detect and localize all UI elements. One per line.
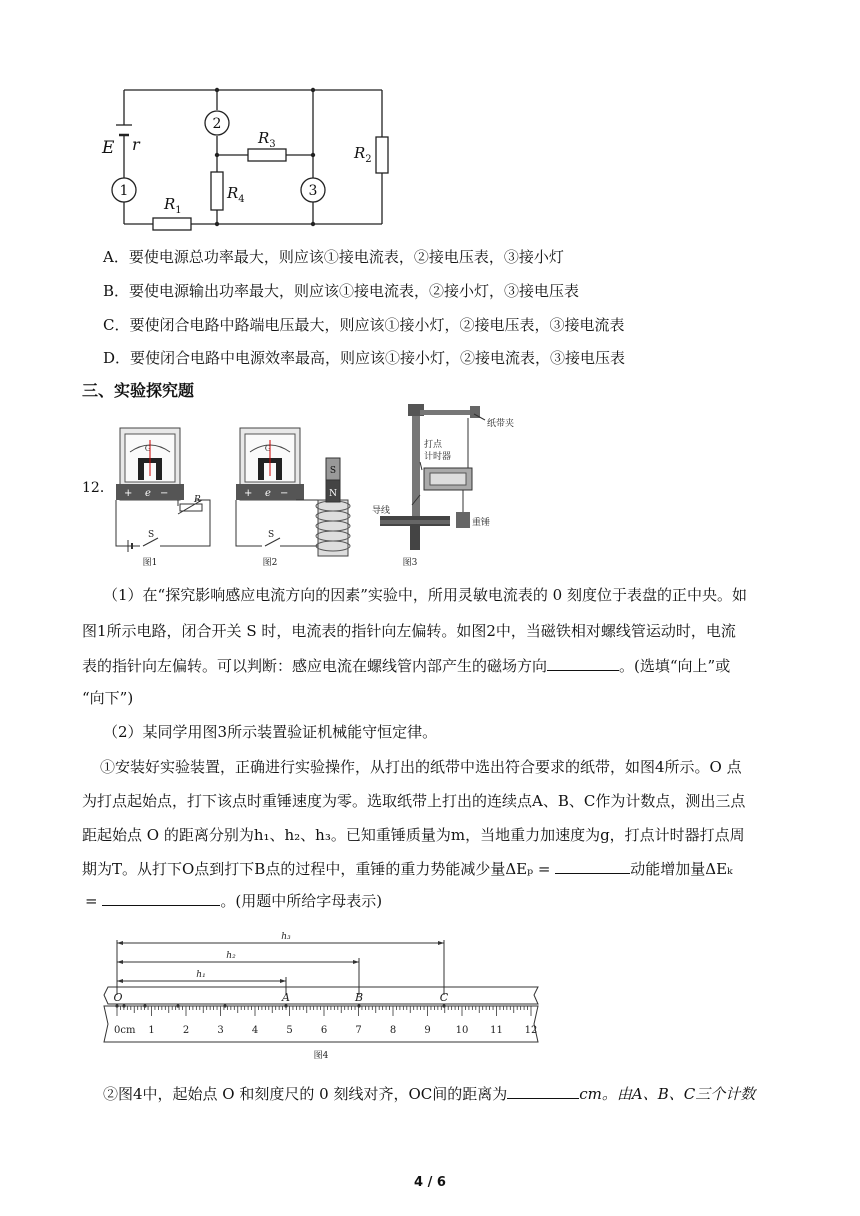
- circuit-diagram: [95, 80, 395, 235]
- svg-text:h₂: h₂: [226, 951, 236, 961]
- emf-label: E: [102, 138, 115, 158]
- part2-intro: （2）某同学用图3所示装置验证机械能守恒定律。: [103, 723, 438, 741]
- ruler-tick-label: 2: [182, 1025, 190, 1036]
- svg-text:e: e: [265, 488, 271, 499]
- question-number: 12．: [82, 480, 114, 496]
- svg-text:S: S: [148, 530, 155, 540]
- svg-text:N: N: [329, 489, 337, 499]
- option-d: D．要使闭合电路中电源效率最高，则应该①接小灯，②接电流表，③接电压表: [103, 349, 626, 367]
- ruler-tick-label: 12: [524, 1025, 538, 1036]
- svg-text:打点: 打点: [424, 440, 443, 450]
- tape-ruler-figure: [95, 920, 555, 1065]
- svg-text:−: −: [160, 488, 169, 499]
- svg-text:R: R: [194, 495, 201, 505]
- part1-line2: 图1所示电路，闭合开关 S 时，电流表的指针向左偏转。如图2中，当磁铁相对螺线管运动时，电流: [82, 622, 736, 640]
- ruler-tick-label: 9: [424, 1025, 431, 1036]
- point-b: B: [354, 991, 364, 1004]
- part1-line3: 表的指针向左偏转。可以判断：感应电流在螺线管内部产生的磁场方向 。(选填“向上”或: [82, 657, 731, 675]
- part2-p1-line2: 为打点起始点，打下该点时重锤速度为零。选取纸带上打出的连续点A、B、C作为计数点，测出三点: [82, 792, 746, 810]
- r4-label: $R_4$: [227, 184, 245, 205]
- ruler-tick-label: 0cm: [114, 1025, 136, 1036]
- ruler-tick-label: 3: [217, 1025, 224, 1036]
- fig1-caption: 图1: [142, 558, 158, 568]
- svg-text:+: +: [244, 488, 253, 499]
- galvanometer-fig2: [236, 428, 304, 500]
- ruler-tick-label: 11: [490, 1025, 503, 1036]
- ruler-tick-label: 10: [455, 1025, 469, 1036]
- svg-text:+: +: [124, 488, 133, 499]
- fig3-caption: 图3: [402, 558, 418, 568]
- page-number: 4 / 6: [414, 1175, 446, 1190]
- part2-p1-line5: = 。(用题中所给字母表示): [85, 892, 383, 910]
- svg-text:h₃: h₃: [281, 932, 291, 942]
- part1-line1: （1）在“探究影响感应电流方向的因素”实验中，所用灵敏电流表的 0 刻度位于表盘的正中央。如: [103, 586, 747, 604]
- ruler-tick-label: 6: [320, 1025, 328, 1036]
- answer-blank-2[interactable]: [555, 858, 630, 874]
- ruler-tick-label: 4: [251, 1025, 259, 1036]
- part2-p2-line1: ②图4中，起始点 O 和刻度尺的 0 刻线对齐，OC间的距离为 cm。由A、B、C三个计数: [103, 1085, 756, 1103]
- option-a: A．要使电源总功率最大，则应该①接电流表，②接电压表，③接小灯: [103, 248, 564, 266]
- ruler-tick-label: 8: [389, 1025, 397, 1036]
- part2-p1-line4: 期为T。从打下O点到打下B点的过程中，重锤的重力势能减少量ΔEₚ = 动能增加量ΔEₖ: [82, 860, 733, 878]
- svg-text:G: G: [264, 444, 272, 453]
- svg-text:S: S: [268, 530, 275, 540]
- svg-text:−: −: [280, 488, 289, 499]
- solenoid-with-magnet: [316, 458, 350, 556]
- svg-text:e: e: [145, 488, 151, 499]
- svg-text:计时器: 计时器: [424, 452, 452, 462]
- answer-blank-3[interactable]: [102, 890, 220, 906]
- ruler-tick-label: 7: [355, 1025, 362, 1036]
- meter-2-label: 2: [212, 116, 222, 132]
- experiment-figures: [100, 400, 560, 570]
- free-fall-apparatus: [380, 404, 485, 550]
- svg-text:重锤: 重锤: [472, 518, 491, 528]
- ruler-tick-label: 5: [286, 1025, 293, 1036]
- part2-p1-line3: 距起始点 O 的距离分别为h₁、h₂、h₃。已知重锤质量为m，当地重力加速度为g，打点计时器打点周: [82, 826, 745, 844]
- svg-text:纸带夹: 纸带夹: [487, 419, 515, 429]
- svg-text:导线: 导线: [372, 506, 391, 516]
- r3-label: $R_3$: [258, 129, 276, 150]
- galvanometer-fig1: [116, 428, 184, 500]
- part2-p1-line1: ①安装好实验装置，正确进行实验操作，从打出的纸带中选出符合要求的纸带，如图4所示。O 点: [100, 758, 742, 776]
- meter-3-label: 3: [308, 183, 318, 199]
- meter-1-label: 1: [119, 183, 129, 199]
- option-b: B．要使电源输出功率最大，则应该①接电流表，②接小灯，③接电压表: [103, 282, 580, 300]
- point-c: C: [439, 991, 449, 1004]
- svg-text:S: S: [329, 466, 337, 476]
- r1-label: $R_1$: [164, 195, 182, 216]
- svg-text:G: G: [144, 444, 152, 453]
- fig2-caption: 图2: [262, 558, 278, 568]
- part1-line4: “向下”): [82, 689, 134, 707]
- svg-text:h₁: h₁: [196, 970, 206, 980]
- r2-label: $R_2$: [354, 144, 372, 165]
- ruler-tick-label: 1: [148, 1025, 155, 1036]
- fig4-caption: 图4: [313, 1051, 329, 1061]
- option-c: C．要使闭合电路中路端电压最大，则应该①接小灯，②接电压表，③接电流表: [103, 316, 625, 334]
- section-heading: 三、实验探究题: [82, 381, 195, 400]
- internal-resistance-label: r: [132, 135, 140, 154]
- answer-blank-1[interactable]: [547, 655, 619, 671]
- point-a: A: [282, 991, 290, 1004]
- answer-blank-4[interactable]: [507, 1083, 579, 1099]
- point-o: O: [113, 991, 123, 1004]
